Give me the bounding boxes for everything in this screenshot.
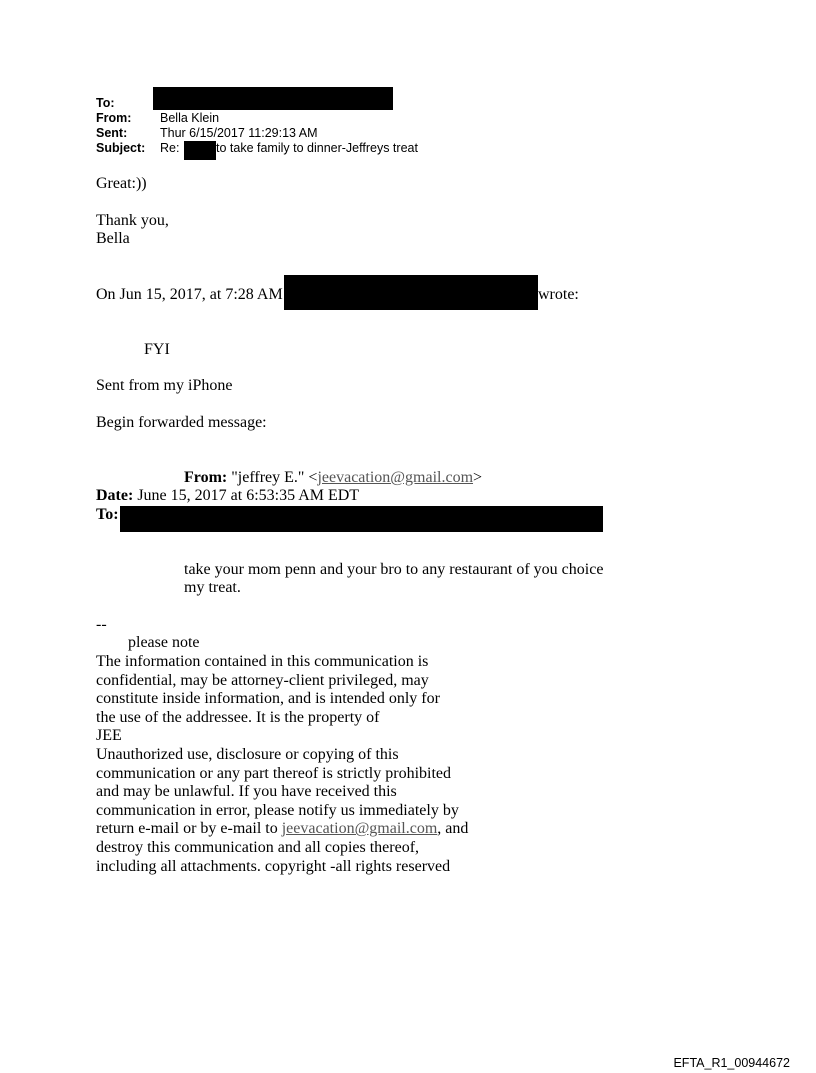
forwarded-to-label: To:: [96, 506, 119, 523]
sent-value: Thur 6/15/2017 11:29:13 AM: [160, 126, 318, 140]
subject-label: Subject:: [96, 141, 146, 155]
quote-intro-suffix: wrote:: [538, 286, 579, 303]
subject-prefix: Re:: [160, 141, 180, 155]
disclaimer-line: JEE: [96, 727, 122, 745]
reply-greeting: Great:)): [96, 175, 147, 192]
from-value: Bella Klein: [160, 111, 220, 125]
disclaimer-line: communication or any part thereof is strictly prohibited: [96, 764, 452, 782]
reply-thanks: Thank you,: [96, 212, 169, 229]
from-label: From:: [96, 111, 132, 125]
forwarded-date-label: Date:: [96, 487, 134, 504]
disclaimer-line: the use of the addressee. It is the property of: [96, 708, 380, 726]
subject-text: to take family to dinner-Jeffreys treat: [216, 141, 418, 155]
signature-dashes: --: [96, 616, 107, 633]
to-label: To:: [96, 96, 115, 110]
disclaimer-line: constitute inside information, and is intended only for: [96, 690, 440, 708]
redaction-forwarded-to: [120, 506, 603, 532]
disclaimer-text: [96, 653, 468, 876]
redaction-subject-name: [184, 141, 216, 160]
forwarded-body-line2: my treat.: [184, 579, 241, 596]
sent-label: Sent:: [96, 126, 128, 140]
quote-sent-from: Sent from my iPhone: [96, 377, 233, 394]
disclaimer-return-line: [96, 820, 468, 839]
forwarded-from-line: [184, 469, 482, 487]
forwarded-from-close: >: [473, 469, 483, 486]
disclaimer-email-link[interactable]: jeevacation@gmail.com: [281, 820, 438, 838]
disclaimer-return-suffix: , and: [437, 820, 469, 838]
redaction-to-recipient: [153, 87, 393, 110]
forwarded-from-label: From:: [184, 469, 228, 486]
disclaimer-line: communication in error, please notify us immediately by: [96, 801, 459, 819]
forwarded-body-line1: take your mom penn and your bro to any restaurant of you choice: [184, 561, 604, 578]
document-id: EFTA_R1_00944672: [673, 1056, 790, 1070]
forwarded-to-line: [96, 506, 119, 524]
forwarded-date-line: [96, 487, 359, 505]
please-note: please note: [128, 634, 200, 651]
disclaimer-line: Unauthorized use, disclosure or copying of this: [96, 745, 399, 763]
disclaimer-line: confidential, may be attorney-client privileged, may: [96, 671, 429, 689]
disclaimer-return-prefix: return e-mail or by e-mail to: [96, 820, 282, 838]
quote-intro: On Jun 15, 2017, at 7:28 AM: [96, 286, 283, 303]
disclaimer-line: destroy this communication and all copies thereof,: [96, 838, 420, 856]
quote-begin-forwarded: Begin forwarded message:: [96, 414, 267, 431]
reply-signature: Bella: [96, 230, 130, 247]
forwarded-from-name: "jeffrey E." <: [231, 469, 318, 486]
forwarded-date-value: June 15, 2017 at 6:53:35 AM EDT: [137, 487, 360, 504]
forwarded-from-email-link[interactable]: jeevacation@gmail.com: [317, 469, 474, 486]
disclaimer-line: including all attachments. copyright -all rights reserved: [96, 857, 451, 875]
disclaimer-line: The information contained in this communication is: [96, 653, 429, 670]
disclaimer-line: and may be unlawful. If you have received this: [96, 783, 397, 801]
redaction-quote-sender: [284, 275, 538, 310]
quote-fyi: FYI: [144, 341, 170, 358]
